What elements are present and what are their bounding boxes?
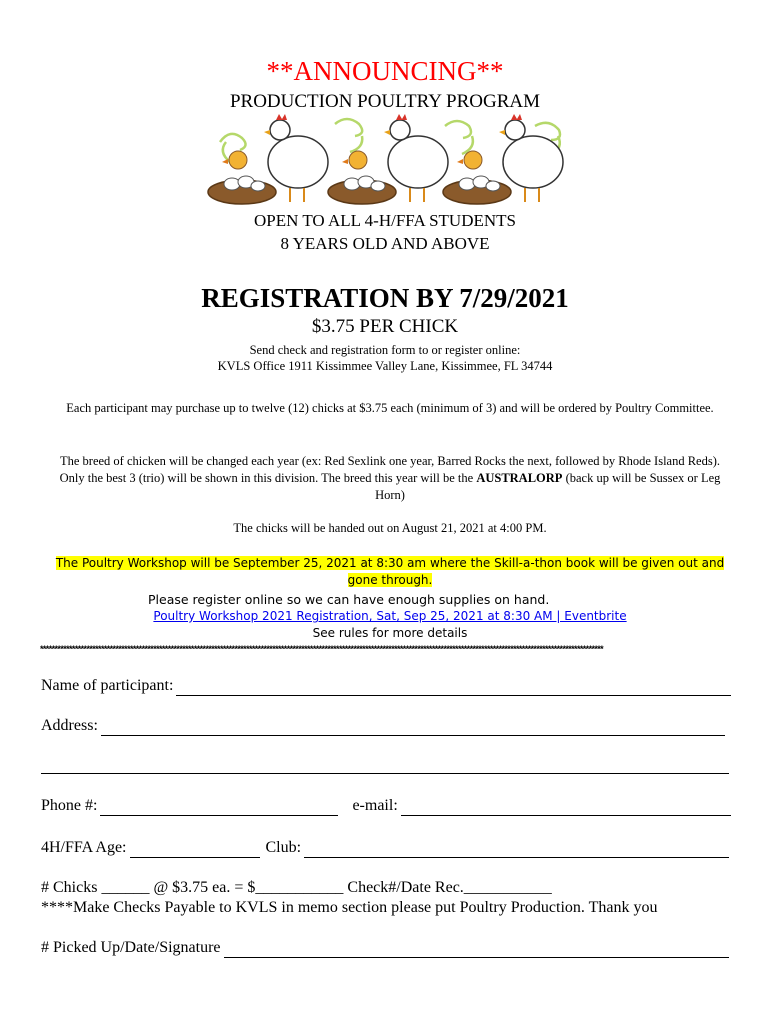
eligibility-text	[0, 209, 770, 255]
breed-name: AUSTRALORP	[476, 471, 563, 485]
breed-backup: (back up will be Sussex or Leg Horn)	[375, 471, 721, 502]
chicks-payment-line: # Chicks ______ @ $3.75 ea. = $___________ Check#/Date Rec.___________	[41, 879, 552, 896]
address-label: Address:	[41, 717, 98, 734]
price-per-chick: $3.75 PER CHICK	[311, 316, 459, 337]
club-blank[interactable]	[304, 842, 729, 858]
breed-paragraph	[50, 453, 730, 504]
contact-field-row	[41, 796, 731, 816]
address-line-2-row	[41, 758, 729, 774]
eventbrite-link[interactable]: Poultry Workshop 2021 Registration, Sat, Sep 25, 2021 at 8:30 AM | Eventbrite	[153, 609, 627, 623]
pickup-label: # Picked Up/Date/Signature	[41, 939, 221, 956]
send-line-1: Send check and registration form to or register online:	[249, 343, 521, 357]
age-club-field-row	[41, 838, 729, 858]
workshop-highlight: The Poultry Workshop will be September 25, 2021 at 8:30 am where the Skill-a-thon book will be given out and gone through.	[55, 556, 725, 587]
hens-and-chicks-illustration	[200, 112, 580, 210]
registration-deadline: REGISTRATION BY 7/29/2021	[201, 283, 569, 313]
name-label: Name of participant:	[41, 677, 174, 694]
purchase-paragraph: Each participant may purchase up to twelve (12) chicks at $3.75 each (minimum of 3) and will be ordered by Poultry Committee.	[66, 401, 714, 415]
register-online-text: Please register online so we can have enough supplies on hand.	[148, 592, 550, 607]
age-label: 4H/FFA Age:	[41, 839, 127, 856]
program-title: PRODUCTION POULTRY PROGRAM	[229, 91, 541, 112]
name-blank[interactable]	[176, 680, 731, 696]
pickup-blank[interactable]	[224, 942, 729, 958]
send-instructions	[0, 342, 770, 374]
address-field-row	[41, 716, 725, 736]
email-blank[interactable]	[401, 800, 731, 816]
eligibility-line-1: OPEN TO ALL 4-H/FFA STUDENTS	[254, 211, 516, 230]
breed-text: The breed of chicken will be changed each year (ex: Red Sexlink one year, Barred Rocks the next, followed by Rhode Island Reds). Only the best 3 (trio) will be shown in this division. The breed this year will be the	[59, 454, 721, 485]
phone-label: Phone #:	[41, 797, 98, 814]
separator-stars: **************************************************************************************************************************************************************************************************	[40, 644, 604, 654]
announcing-heading: **ANNOUNCING**	[266, 56, 504, 86]
age-blank[interactable]	[130, 842, 260, 858]
rules-note: See rules for more details	[312, 626, 468, 640]
name-field-row	[41, 676, 731, 696]
workshop-notice	[40, 555, 740, 589]
payable-note: ****Make Checks Payable to KVLS in memo section please put Poultry Production. Thank you	[41, 899, 658, 916]
office-address: KVLS Office 1911 Kissimmee Valley Lane, Kissimmee, FL 34744	[217, 359, 553, 373]
club-label: Club:	[265, 839, 302, 856]
email-label: e-mail:	[352, 797, 398, 814]
pickup-field-row	[41, 938, 729, 958]
phone-blank[interactable]	[100, 800, 338, 816]
handout-paragraph: The chicks will be handed out on August 21, 2021 at 4:00 PM.	[233, 521, 547, 535]
address-blank[interactable]	[101, 720, 725, 736]
eligibility-line-2: 8 YEARS OLD AND ABOVE	[280, 234, 490, 253]
address-blank-2[interactable]	[41, 758, 729, 774]
